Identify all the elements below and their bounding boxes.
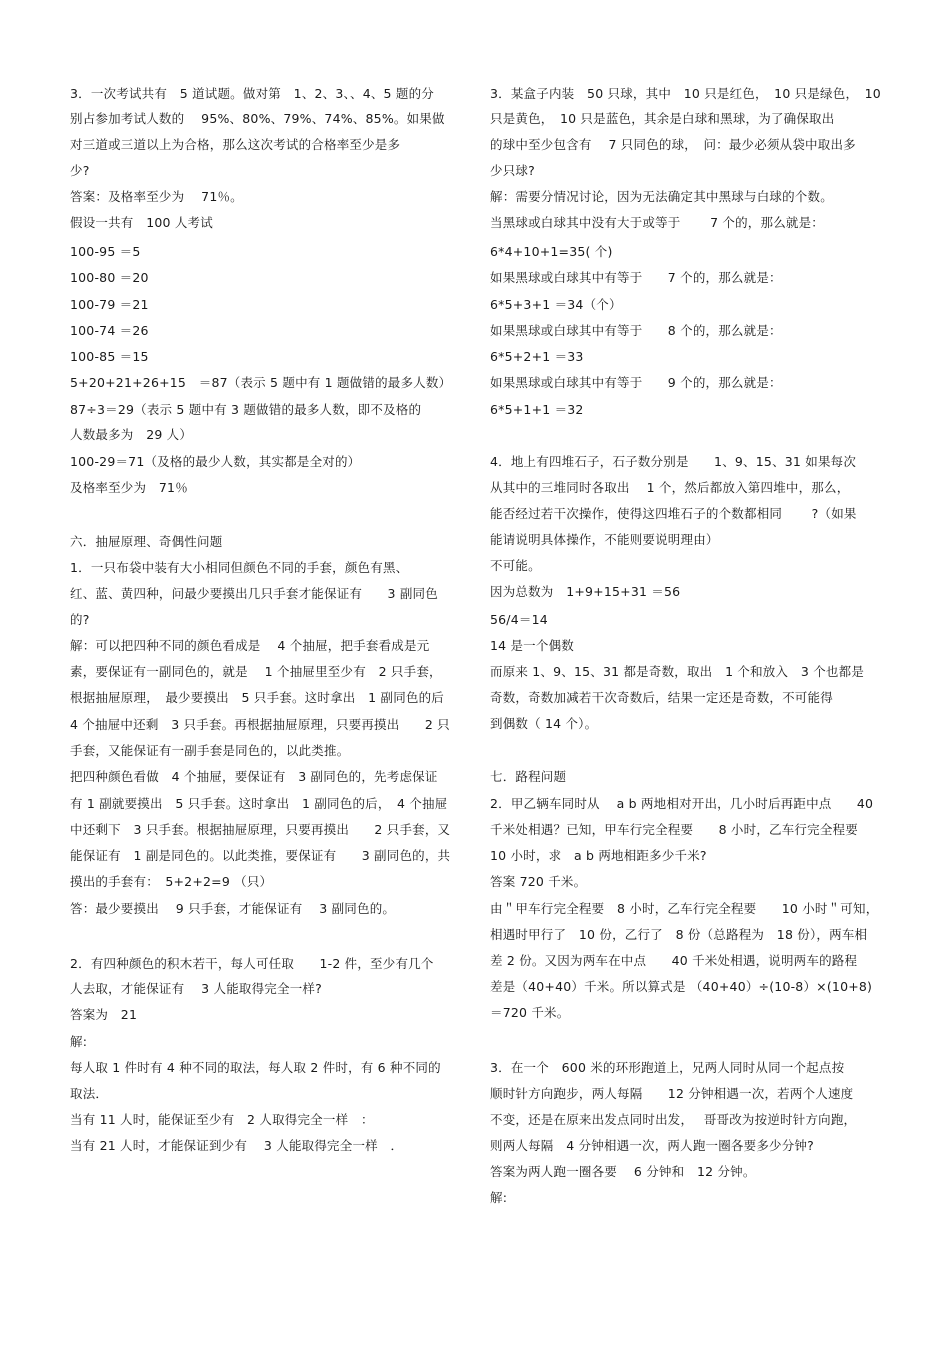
text-line: 1．一只布袋中装有大小相同但颜色不同的手套，颜色有黑、 [70,560,409,575]
text-line: 假设一共有 100 人考试 [70,215,213,230]
text-line: 能请说明具体操作，不能则要说明理由） [490,532,719,547]
text-line: 当有 21 人时，才能保证到少有 3 人能取得完全一样 ． [70,1138,404,1153]
text-line: 有 1 副就要摸出 5 只手套。这时拿出 1 副同色的后， 4 个抽屉 [70,796,448,811]
text-line: 到偶数（ 14 个）。 [490,716,598,731]
text-line: 当有 11 人时，能保证至少有 2 人取得完全一样 ： [70,1112,374,1127]
text-line: 100-95 ＝5 [70,244,141,259]
text-line: 10 小时，求 a b 两地相距多少千米? [490,848,707,863]
text-line: 100-29＝71（及格的最少人数，其实都是全对的） [70,454,361,469]
text-line: 如果黑球或白球其中有等于 7 个的，那么就是： [490,270,782,285]
text-line: 87÷3＝29（表示 5 题中有 3 题做错的最多人数，即不及格的 [70,402,422,417]
text-line: 则两人每隔 4 分钟相遇一次，两人跑一圈各要多少分钟? [490,1138,814,1153]
text-line: 3．一次考试共有 5 道试题。做对第 1、2、3、、4、5 题的分 [70,86,434,101]
text-line: 而原来 1、9、15、31 都是奇数，取出 1 个和放入 3 个也都是 [490,664,865,679]
text-line: 答：最少要摸出 9 只手套，才能保证有 3 副同色的。 [70,901,396,916]
text-line: 素，要保证有一副同色的，就是 1 个抽屉里至少有 2 只手套， [70,664,442,679]
text-line: 红、蓝、黄四种，问最少要摸出几只手套才能保证有 3 副同色 [70,586,438,601]
text-line: 取法． [70,1086,109,1101]
text-line: 摸出的手套有： 5+2+2=9 （只） [70,874,273,889]
text-line: 因为总数为 1+9+15+31 ＝56 [490,584,681,599]
text-line: 的球中至少包含有 7 只同色的球， 问：最少必须从袋中取出多 [490,137,856,152]
text-line: ＝720 千米。 [490,1005,570,1020]
text-line: 不变，还是在原来出发点同时出发， 哥哥改为按逆时针方向跑， [490,1112,857,1127]
text-line: 56/4＝14 [490,612,548,627]
text-line: 能否经过若干次操作，使得这四堆石子的个数都相同 ?（如果 [490,506,857,521]
text-line: 手套，又能保证有一副手套是同色的，以此类推。 [70,743,350,758]
text-line: 3．某盒子内装 50 只球，其中 10 只是红色， 10 只是绿色， 10 [490,86,881,101]
text-line: 解: [70,1034,88,1049]
text-line: 少? [70,163,90,178]
text-line: 从其中的三堆同时各取出 1 个，然后都放入第四堆中，那么， [490,480,850,495]
text-line: 六．抽屉原理、奇偶性问题 [70,534,223,549]
text-line: 的? [70,612,90,627]
text-line: 2．有四种颜色的积木若干，每人可任取 1-2 件，至少有几个 [70,956,434,971]
text-line: 6*5+1+1 ＝32 [490,402,584,417]
text-line: 根据抽屉原理， 最少要摸出 5 只手套。这时拿出 1 副同色的后 [70,690,445,705]
text-line: 中还剩下 3 只手套。根据抽屉原理，只要再摸出 2 只手套，又 [70,822,451,837]
text-line: 2．甲乙辆车同时从 a b 两地相对开出，几小时后再距中点 40 [490,796,874,811]
text-line: 如果黑球或白球其中有等于 9 个的，那么就是： [490,375,782,390]
text-line: 少只球? [490,163,535,178]
text-line: 及格率至少为 71％ [70,480,188,495]
text-line: 对三道或三道以上为合格，那么这次考试的合格率至少是多 [70,137,401,152]
text-line: 差 2 份。又因为两车在中点 40 千米处相遇，说明两车的路程 [490,953,858,968]
text-line: 相遇时甲行了 10 份，乙行了 8 份（总路程为 18 份），两车相 [490,927,868,942]
text-line: 14 是一个偶数 [490,638,574,653]
text-line: 100-80 ＝20 [70,270,149,285]
text-line: 100-74 ＝26 [70,323,149,338]
text-line: 解: [490,1190,508,1205]
text-line: 能保证有 1 副是同色的。以此类推，要保证有 3 副同色的，共 [70,848,451,863]
text-line: 4．地上有四堆石子，石子数分别是 1、9、15、31 如果每次 [490,454,857,469]
text-line: 3．在一个 600 米的环形跑道上，兄两人同时从同一个起点按 [490,1060,845,1075]
text-line: 5+20+21+26+15 ＝87（表示 5 题中有 1 题做错的最多人数） [70,375,452,390]
text-line: 解：需要分情况讨论，因为无法确定其中黑球与白球的个数。 [490,189,833,204]
text-line: 6*4+10+1=35( 个) [490,244,613,259]
text-line: 七．路程问题 [490,769,567,784]
text-line: 6*5+3+1 ＝34（个） [490,297,622,312]
text-line: 100-79 ＝21 [70,297,149,312]
text-line: 人去取，才能保证有 3 人能取得完全一样? [70,981,322,996]
text-line: 顺时针方向跑步，两人每隔 12 分钟相遇一次，若两个人速度 [490,1086,854,1101]
text-line: 奇数，奇数加减若干次奇数后，结果一定还是奇数，不可能得 [490,690,833,705]
text-line: 6*5+2+1 ＝33 [490,349,584,364]
text-line: 4 个抽屉中还剩 3 只手套。再根据抽屉原理，只要再摸出 2 只 [70,717,450,732]
text-line: 解：可以把四种不同的颜色看成是 4 个抽屉，把手套看成是元 [70,638,430,653]
text-line: 答案：及格率至少为 71％。 [70,189,243,204]
text-line: 答案为两人跑一圈各要 6 分钟和 12 分钟。 [490,1164,756,1179]
text-line: 把四种颜色看做 4 个抽屉，要保证有 3 副同色的，先考虑保证 [70,769,438,784]
text-line: 差是（40+40）千米。所以算式是 （40+40）÷(10-8）×(10+8) [490,979,873,994]
text-line: 人数最多为 29 人） [70,427,193,442]
text-line: 答案为 21 [70,1007,138,1022]
text-line: 答案 720 千米。 [490,874,587,889]
text-line: 由＂甲车行完全程要 8 小时，乙车行完全程要 10 小时＂可知， [490,901,879,916]
text-line: 不可能。 [490,558,541,573]
text-line: 别占参加考试人数的 95%、80%、79%、74%、85%。如果做 [70,111,445,126]
text-line: 100-85 ＝15 [70,349,149,364]
text-line: 千米处相遇？已知，甲车行完全程要 8 小时，乙车行完全程要 [490,822,858,837]
text-line: 如果黑球或白球其中有等于 8 个的，那么就是： [490,323,782,338]
text-line: 每人取 1 件时有 4 种不同的取法，每人取 2 件时，有 6 种不同的 [70,1060,441,1075]
text-line: 当黑球或白球其中没有大于或等于 7 个的，那么就是： [490,215,825,230]
text-line: 只是黄色， 10 只是蓝色，其余是白球和黑球，为了确保取出 [490,111,835,126]
